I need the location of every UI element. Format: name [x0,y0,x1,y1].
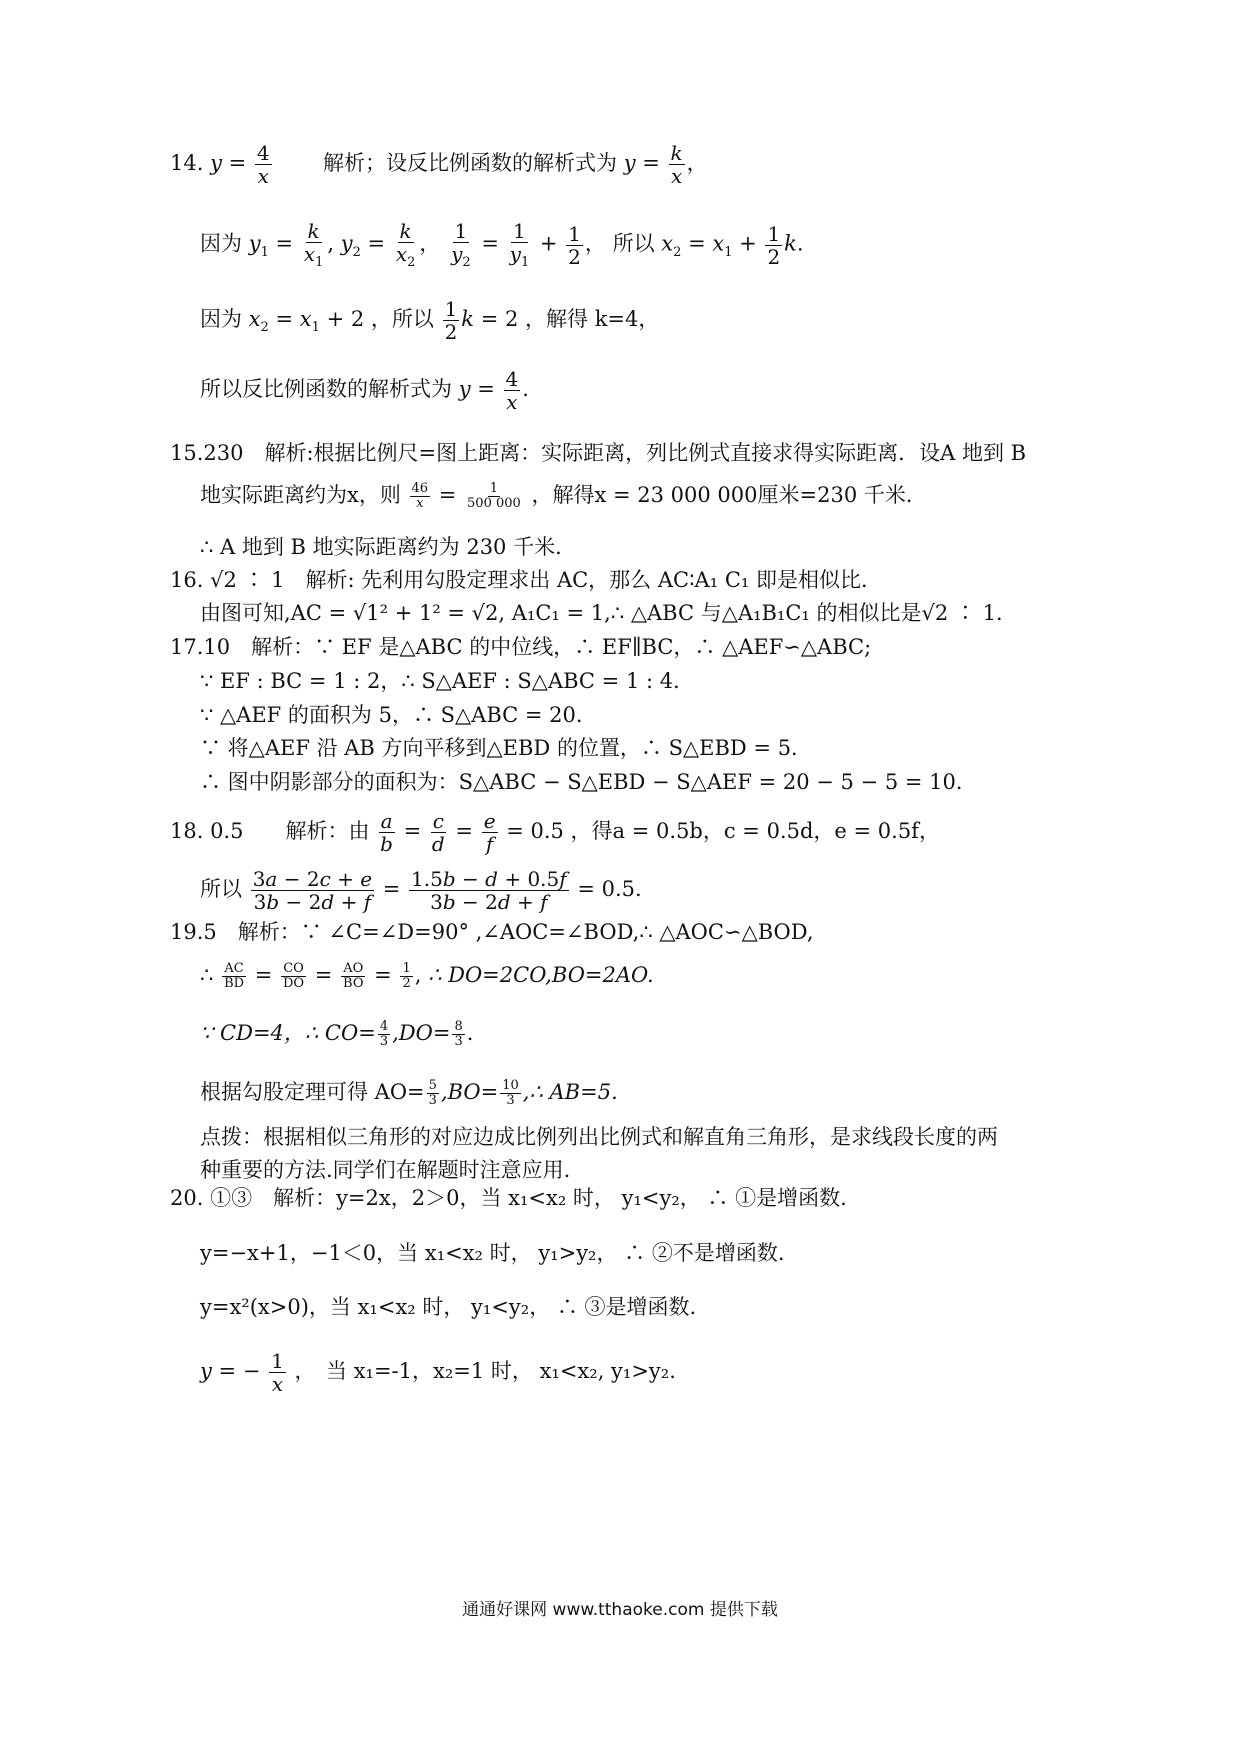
q19-line6: 种重要的方法.同学们在解题时注意应用. [200,1158,571,1182]
q18-line2: 所以 $\frac{3a - 2c + e}{3b - 2d + f}$ = $\frac{1.5b - d + 0.5f}{3b - 2d + f}$ = 0.5. [200,867,642,914]
q15-line1: 15.230 解析:根据比例尺=图上距离：实际距离，列比例式直接求得实际距离．设A 地到 B [170,441,1027,465]
q19-line2: ∴ $\frac{AC}{BD}$ = $\frac{CO}{DO}$ = $\frac{AO}{BO}$ = $\frac{1}{2}$ , ∴ DO=2CO,BO=2AO. [200,960,654,991]
q20-line4: y = − $\frac{1}{x}$ ， 当 x₁=-1，x₂=1 时， x₁<x₂, y₁>y₂. [200,1349,676,1396]
q19-line3: ∵ CD=4，∴ CO= $\frac{4}{3}$ ,DO= $\frac{8}{3}$ . [200,1018,474,1049]
q15-line3: ∴ A 地到 B 地实际距离约为 230 千米． [200,535,577,559]
q19-line5: 点拨：根据相似三角形的对应边成比例列出比例式和解直角三角形，是求线段长度的两 [200,1125,998,1149]
q14-line3: 因为 $x_2 = x_1 + 2$ ，所以 $\frac{1}{2}$ k = 2 ，解得 k=4， [200,297,660,344]
q20-line3: y=x²(x>0)，当 x₁<x₂ 时， y₁<y₂， ∴ ③是增函数. [200,1295,697,1319]
q18-line1: 18. 0.5 解析：由 $\frac{a}{b}$ = $\frac{c}{d}$ = $\frac{e}{f}$ = 0.5 ，得a = 0.5b，c = 0.5d，e = 0.5f， [170,809,940,856]
q17-line3: ∵ △AEF 的面积为 5，∴ S△ABC = 20． [200,703,597,727]
q19-line4: 根据勾股定理可得 AO= $\frac{5}{3}$ ,BO= $\frac{10}{3}$ ,∴ AB=5. [200,1077,618,1108]
fraction-4-over-x: $\frac{4}{x}$ [256,141,270,188]
page-footer: 通通好课网 www.tthaoke.com 提供下载 [462,1600,778,1620]
q20-line1: 20. ①③ 解析：y=2x，2＞0，当 x₁<x₂ 时， y₁<y₂， ∴ ①是增函数. [170,1186,847,1210]
q17-line2: ∵ EF : BC = 1 : 2，∴ S△AEF : S△ABC = 1 : 4． [200,669,695,693]
q20-line2: y=−x+1，−1＜0，当 x₁<x₂ 时， y₁>y₂， ∴ ②不是增函数. [200,1241,785,1265]
q14-line4: 所以反比例函数的解析式为 y = $\frac{4}{x}$ . [200,367,529,414]
q15-line2: 地实际距离约为x，则 $\frac{46}{x}$ = $\frac{1}{500 000}$ ，解得x = 23 000 000厘米=230 千米． [200,480,927,511]
q16-line1: 16. √2 ∶ 1 解析: 先利用勾股定理求出 AC，那么 AC∶A₁ C₁ 即是相似比． [170,568,882,592]
q16-line2: 由图可知,AC = √1² + 1² = √2, A₁C₁ = 1,∴ △ABC 与△A₁B₁C₁ 的相似比是√2 ∶ 1． [200,601,1017,625]
q14-line1: 14. y = $\frac{4}{x}$ 解析；设反比例函数的解析式为 y = $\frac{k}{x}$ ， [170,141,708,188]
q17-line1: 17.10 解析：∵ EF 是△ABC 的中位线，∴ EF∥BC，∴ △AEF∽△ABC; [170,635,872,659]
q17-line5: ∴ 图中阴影部分的面积为：S△ABC − S△EBD − S△AEF = 20 − 5 − 5 = 10． [200,770,977,794]
q17-line4: ∵ 将△AEF 沿 AB 方向平移到△EBD 的位置，∴ S△EBD = 5． [200,736,813,760]
q19-line1: 19.5 解析：∵ ∠C=∠D=90° ,∠AOC=∠BOD,∴ △AOC∽△BOD, [170,920,814,944]
q14-line2: 因为 $y_1$ = $\frac{k}{x_1}$ , $y_2$ = $\frac{k}{x_2}$ ， $\frac{1}{y_2}$ = $\frac{1}{y_1}$ + $\frac{1}{2}$ ， 所以 $x_2 = x_1$ + $\frac{1}{2}$ k. [200,219,804,270]
